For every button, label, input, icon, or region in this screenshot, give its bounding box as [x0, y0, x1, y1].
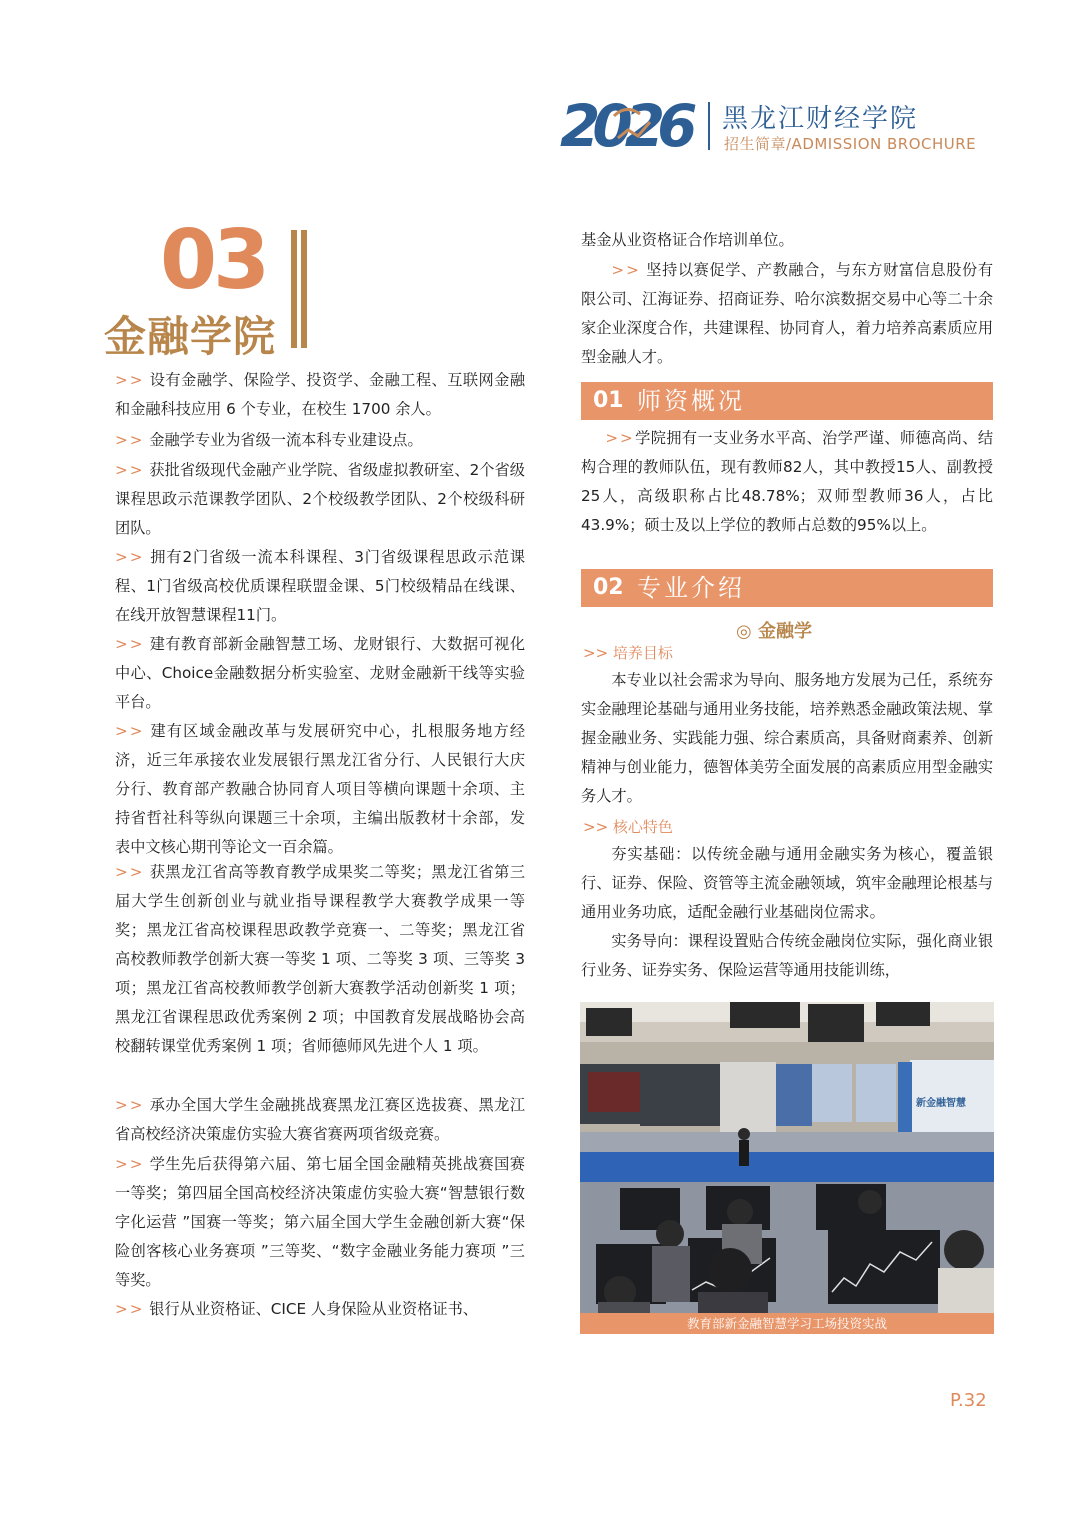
core-feature-text: 夯实基础：以传统金融与通用金融实务为核心，覆盖银行、证券、保险、资管等主流金融领域，筑牢金融理论根基与通用业务功底，适配金融行业基础岗位需求。	[581, 845, 993, 921]
bullet-marker: >>	[115, 371, 145, 389]
section-title: 师资概况	[637, 387, 745, 415]
chapter-decor-bar	[291, 230, 297, 348]
logo-year-mark	[560, 94, 700, 158]
core-feature-text: 实务导向：课程设置贴合传统金融岗位实际，强化商业银行业务、证券实务、保险运营等通用技能训练，	[581, 932, 993, 979]
classroom-photo-illustration	[580, 1002, 994, 1334]
section-number: 02	[593, 575, 624, 600]
school-name: 黑龙江财经学院	[722, 104, 919, 134]
bullet-marker: >>	[605, 429, 635, 447]
intro-paragraph: >> 建有教育部新金融智慧工场、龙财银行、大数据可视化中心、Choice金融数据分析实验室、龙财金融新干线等实验平台。	[115, 635, 526, 711]
intro-paragraph: >> 学生先后获得第六届、第七届全国金融精英挑战赛国赛一等奖；第四届全国高校经济决策虚仿实验大赛“智慧银行数字化运营 ”国赛一等奖；第六届全国大学生金融创新大赛“保险创客核心业务赛项 ”三等奖、“数字金融业务能力赛项 ”三等奖。	[115, 1155, 526, 1289]
section-number: 01	[593, 388, 624, 413]
svg-text:新金融智慧: 新金融智慧	[916, 1098, 966, 1109]
brochure-subtitle: 招生简章/ADMISSION BROCHURE	[724, 135, 977, 153]
chapter-title: 金融学院	[104, 312, 277, 361]
intro-paragraph: >> 承办全国大学生金融挑战赛黑龙江赛区选拔赛、黑龙江省高校经济决策虚仿实验大赛省赛两项省级竞赛。	[115, 1096, 526, 1143]
intro-paragraph: >> 坚持以赛促学、产教融合，与东方财富信息股份有限公司、江海证券、招商证券、哈尔滨数据交易中心等二十余家企业深度合作，共建课程、协同育人，着力培养高素质应用型金融人才。	[581, 261, 994, 366]
header-divider	[708, 102, 710, 150]
bullet-marker: >>	[115, 863, 145, 881]
section-title: 专业介绍	[637, 574, 745, 602]
intro-paragraph: >> 拥有2门省级一流本科课程、3门省级课程思政示范课程、1门省级高校优质课程联盟金课、5门校级精品在线课、在线开放智慧课程11门。	[115, 548, 526, 624]
intro-paragraph: >> 获批省级现代金融产业学院、省级虚拟教研室、2个省级课程思政示范课教学团队、2个校级教学团队、2个校级科研团队。	[115, 461, 525, 537]
bullet-marker: >>	[115, 548, 145, 566]
intro-paragraph: >> 设有金融学、保险学、投资学、金融工程、互联网金融和金融科技应用 6 个专业，在校生 1700 余人。	[115, 371, 526, 418]
page-number: P.32	[950, 1390, 987, 1411]
faculty-paragraph: >>学院拥有一支业务水平高、治学严谨、师德高尚、结构合理的教师队伍，现有教师82人，其中教授15人、副教授25人，高级职称占比48.78%；双师型教师36人，占比43.9%；硕士及以上学位的教师占总数的95%以上。	[581, 429, 993, 534]
training-goal-label: >> 培养目标	[583, 644, 673, 662]
intro-paragraph: >> 建有区域金融改革与发展研究中心，扎根服务地方经济，近三年承接农业发展银行黑龙江省分行、人民银行大庆分行、教育部产教融合协同育人项目等横向课题十余项、主持省哲社科等纵向课题三十余项，主编出版教材十余部，发表中文核心期刊等论文一百余篇。	[115, 722, 526, 856]
classroom-photo	[580, 1002, 994, 1334]
intro-paragraph: >> 银行从业资格证、CICE 人身保险从业资格证书、	[115, 1300, 478, 1318]
continued-paragraph: 基金从业资格证合作培训单位。	[581, 231, 794, 249]
photo-caption: 教育部新金融智慧学习工场投资实战	[580, 1313, 994, 1334]
svg-text:2026: 2026	[560, 94, 690, 158]
core-feature-label: >> 核心特色	[583, 818, 673, 836]
training-goal-text: 本专业以社会需求为导向、服务地方发展为己任，系统夯实金融理论基础与通用业务技能，培养熟悉金融政策法规、掌握金融业务、实践能力强、综合素质高，具备财商素养、创新精神与创业能力，德智体美劳全面发展的高素质应用型金融实务人才。	[581, 671, 993, 805]
section-header-majors	[581, 569, 993, 607]
intro-paragraph: >> 金融学专业为省级一流本科专业建设点。	[115, 431, 423, 449]
bullet-marker: >>	[115, 1096, 145, 1114]
major-title: ◎ 金融学	[736, 621, 812, 642]
bullet-marker: >>	[115, 461, 145, 479]
bullet-marker: >>	[115, 1300, 145, 1318]
bullet-marker: >>	[611, 261, 641, 279]
bullet-marker: >>	[115, 1155, 145, 1173]
bullet-marker: >>	[115, 431, 145, 449]
intro-paragraph: >> 获黑龙江省高等教育教学成果奖二等奖；黑龙江省第三届大学生创新创业与就业指导课程教学大赛教学成果一等奖；黑龙江省高校课程思政教学竞赛一、二等奖；黑龙江省高校教师教学创新大赛一等奖 1 项、二等奖 3 项、三等奖 3 项；黑龙江省高校教师教学创新大赛教学活动创新奖 1 项；黑龙江省课程思政优秀案例 2 项；中国教育发展战略协会高校翻转课堂优秀案例 1 项；省师德师风先进个人 1 项。	[115, 863, 526, 1055]
chapter-decor-bar	[301, 230, 307, 348]
bullet-marker: >>	[115, 722, 145, 740]
section-header-faculty	[581, 382, 993, 420]
bullet-marker: >>	[115, 635, 145, 653]
chapter-number: 03	[160, 213, 267, 308]
